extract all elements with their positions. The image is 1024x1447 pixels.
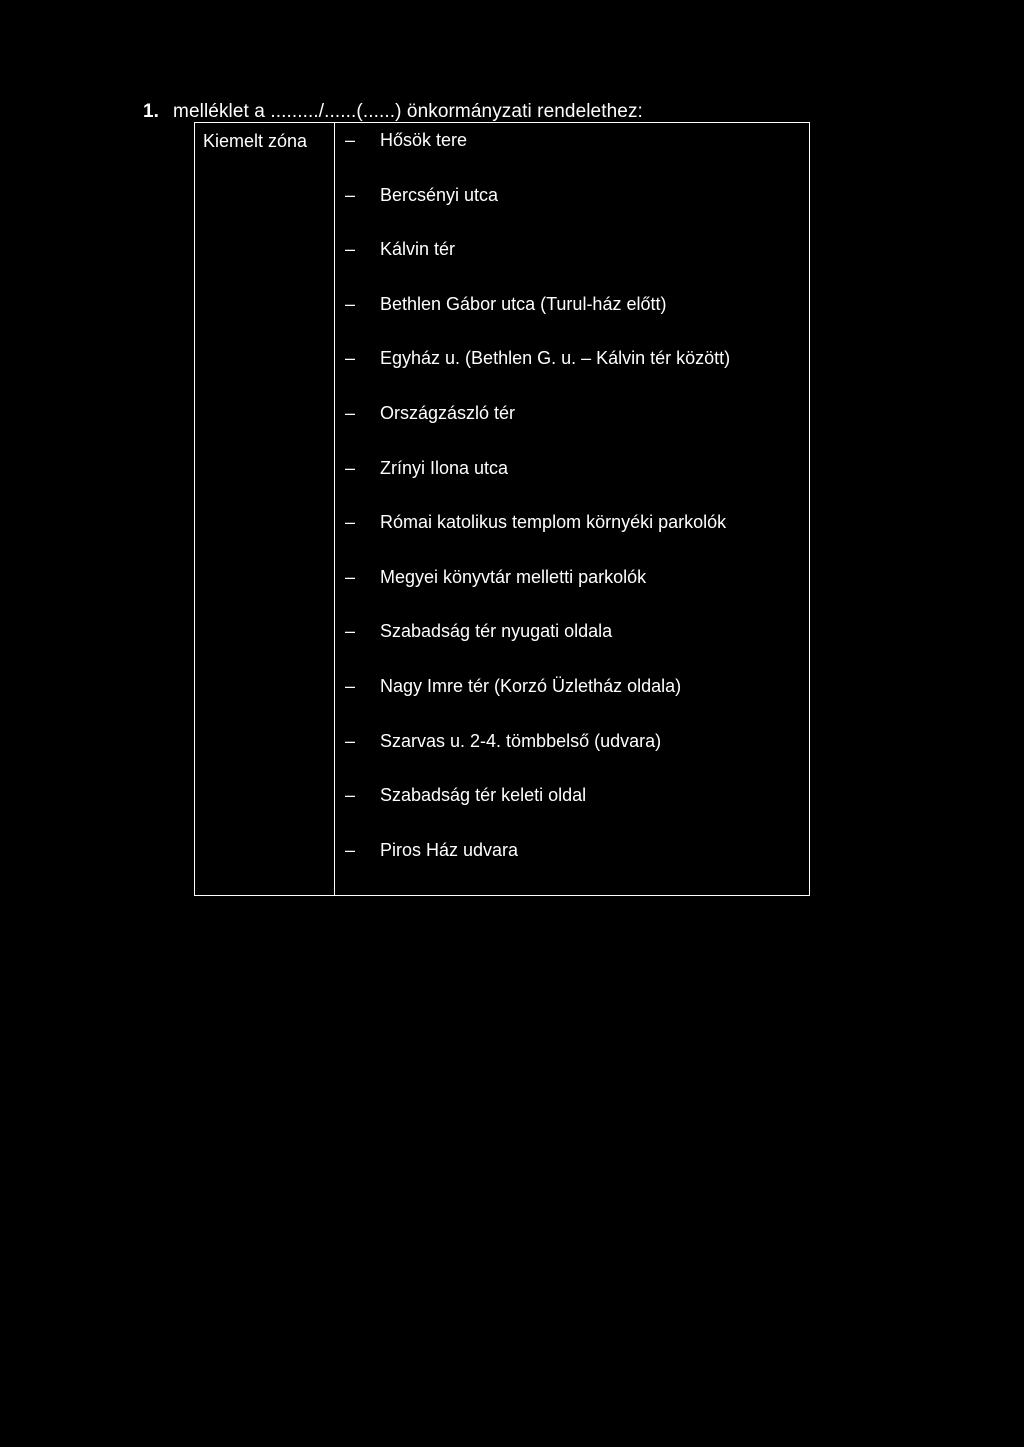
annex-number: 1.: [143, 101, 160, 122]
location-name: Szabadság tér nyugati oldala: [380, 621, 613, 642]
list-item: [345, 731, 730, 786]
location-list: [345, 130, 730, 894]
location-name: Szarvas u. 2-4. tömbbelső (udvara): [380, 730, 662, 751]
list-item: [345, 185, 730, 240]
list-item: [345, 567, 730, 622]
list-bullet: –: [345, 348, 356, 369]
location-name: Egyház u. (Bethlen G. u. – Kálvin tér között): [380, 348, 731, 369]
zone-label: Kiemelt zóna: [203, 131, 308, 151]
list-bullet: –: [345, 839, 356, 860]
list-item: [345, 512, 730, 567]
list-item: [345, 840, 730, 895]
list-bullet: –: [345, 675, 356, 696]
list-bullet: –: [345, 457, 356, 478]
annex-heading: [143, 101, 643, 123]
annex-title: melléklet a ........./......(......) önkormányzati rendelethez:: [173, 101, 643, 122]
location-name: Országzászló tér: [380, 402, 516, 423]
location-name: Római katolikus templom környéki parkolók: [380, 512, 727, 533]
column-divider: [334, 123, 335, 895]
list-bullet: –: [345, 239, 356, 260]
list-bullet: –: [345, 184, 356, 205]
list-bullet: –: [345, 785, 356, 806]
list-item: [345, 294, 730, 349]
list-item: [345, 676, 730, 731]
list-bullet: –: [345, 293, 356, 314]
location-name: Nagy Imre tér (Korzó Üzletház oldala): [380, 675, 682, 696]
location-name: Zrínyi Ilona utca: [380, 457, 509, 478]
location-name: Bercsényi utca: [380, 184, 499, 205]
list-bullet: –: [345, 130, 356, 150]
location-name: Kálvin tér: [380, 239, 456, 260]
list-bullet: –: [345, 730, 356, 751]
location-name: Piros Ház udvara: [380, 839, 519, 860]
list-item: [345, 785, 730, 840]
list-bullet: –: [345, 566, 356, 587]
location-name: Szabadság tér keleti oldal: [380, 785, 587, 806]
list-item: [345, 239, 730, 294]
list-item: [345, 458, 730, 513]
zone-table: [194, 122, 810, 896]
location-name: Hősök tere: [380, 130, 468, 150]
list-item: [345, 621, 730, 676]
location-name: Bethlen Gábor utca (Turul-ház előtt): [380, 293, 667, 314]
list-item: [345, 348, 730, 403]
list-bullet: –: [345, 512, 356, 533]
location-name: Megyei könyvtár melletti parkolók: [380, 566, 647, 587]
list-bullet: –: [345, 621, 356, 642]
list-bullet: –: [345, 402, 356, 423]
list-item: [345, 403, 730, 458]
list-item: [345, 130, 730, 185]
